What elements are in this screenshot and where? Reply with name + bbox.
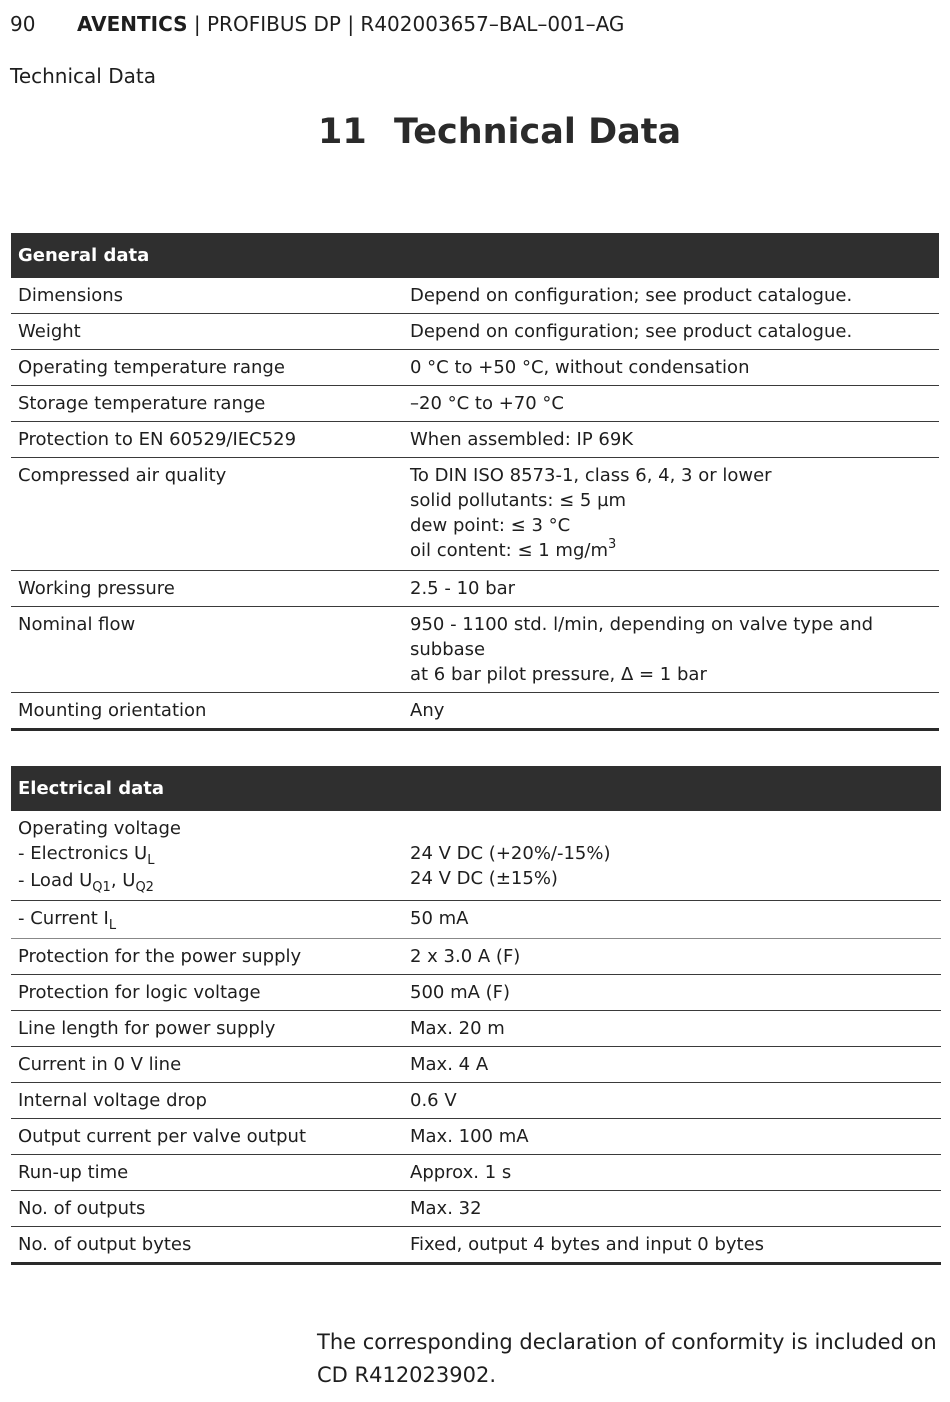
value-line: solid pollutants: ≤ 5 µm xyxy=(410,490,627,511)
subscript: Q2 xyxy=(135,880,154,895)
table-row xyxy=(11,1119,941,1155)
subscript: Q1 xyxy=(92,880,111,895)
value-line: 24 V DC (±15%) xyxy=(410,868,558,889)
chapter-title: Technical Data xyxy=(394,112,682,152)
row-key: Protection for logic voltage xyxy=(11,975,403,1011)
running-header xyxy=(10,12,624,36)
general-data-table xyxy=(11,233,939,731)
section-label: Technical Data xyxy=(10,64,156,88)
row-key xyxy=(11,811,403,901)
row-key: No. of output bytes xyxy=(11,1227,403,1264)
table-row xyxy=(11,386,939,422)
table-row xyxy=(11,422,939,458)
table-row xyxy=(11,901,941,939)
value-line: dew point: ≤ 3 °C xyxy=(410,515,571,536)
key-line: Operating voltage xyxy=(18,818,181,839)
row-value xyxy=(403,811,941,901)
row-value: 2 x 3.0 A (F) xyxy=(403,939,941,975)
row-value xyxy=(403,607,939,693)
general-data-heading: General data xyxy=(11,233,939,278)
row-key: Operating temperature range xyxy=(11,350,403,386)
row-key: Nominal flow xyxy=(11,607,403,693)
electrical-data-heading: Electrical data xyxy=(11,766,941,811)
row-key: Protection for the power supply xyxy=(11,939,403,975)
row-value: 0 °C to +50 °C, without condensation xyxy=(403,350,939,386)
row-key: - Current $I_L$ xyxy=(11,901,403,939)
row-key: Run-up time xyxy=(11,1155,403,1191)
value-line: at 6 bar pilot pressure, Δ = 1 bar xyxy=(410,664,707,685)
row-value: 500 mA (F) xyxy=(403,975,941,1011)
table-row xyxy=(11,1191,941,1227)
chapter-heading xyxy=(318,112,681,152)
superscript: 3 xyxy=(607,537,617,552)
value-text: oil content: ≤ 1 mg/m xyxy=(410,540,608,561)
row-value: When assembled: IP 69K xyxy=(403,422,939,458)
table-row xyxy=(11,350,939,386)
key-line: - Load $U_{Q1}$, $U_{Q2}$ xyxy=(18,870,154,895)
table-row xyxy=(11,571,939,607)
table-row xyxy=(11,1083,941,1119)
row-value: Max. 100 mA xyxy=(403,1119,941,1155)
row-value: Any xyxy=(403,693,939,730)
page-number: 90 xyxy=(10,12,36,36)
brand-name: AVENTICS xyxy=(77,12,188,36)
row-value: 0.6 V xyxy=(403,1083,941,1119)
conformity-note: The corresponding declaration of conformity is included on CD R412023902. xyxy=(317,1330,937,1387)
value-line: 24 V DC (+20%/-15%) xyxy=(410,843,611,864)
table-row xyxy=(11,607,939,693)
row-value: –20 °C to +70 °C xyxy=(403,386,939,422)
row-value: Approx. 1 s xyxy=(403,1155,941,1191)
row-key: Current in 0 V line xyxy=(11,1047,403,1083)
row-key: Weight xyxy=(11,314,403,350)
row-key: Line length for power supply xyxy=(11,1011,403,1047)
document-id: | PROFIBUS DP | R402003657–BAL–001–AG xyxy=(187,12,625,36)
chapter-number: 11 xyxy=(318,112,367,152)
table-row xyxy=(11,1155,941,1191)
key-line: - Electronics $U_L$ xyxy=(18,843,155,868)
row-key: Protection to EN 60529/IEC529 xyxy=(11,422,403,458)
row-key: Output current per valve output xyxy=(11,1119,403,1155)
row-key: Storage temperature range xyxy=(11,386,403,422)
table-row xyxy=(11,314,939,350)
row-value: Depend on configuration; see product catalogue. xyxy=(403,314,939,350)
row-value: Fixed, output 4 bytes and input 0 bytes xyxy=(403,1227,941,1264)
subscript: L xyxy=(108,918,117,933)
row-key: No. of outputs xyxy=(11,1191,403,1227)
row-key: Working pressure xyxy=(11,571,403,607)
electrical-data-table xyxy=(11,766,941,1265)
row-key: Internal voltage drop xyxy=(11,1083,403,1119)
value-line xyxy=(410,538,932,565)
table-row xyxy=(11,1011,941,1047)
row-value: Depend on configuration; see product catalogue. xyxy=(403,278,939,314)
table-row xyxy=(11,1047,941,1083)
row-value: Max. 32 xyxy=(403,1191,941,1227)
subscript: L xyxy=(147,853,155,868)
table-row xyxy=(11,939,941,975)
table-row xyxy=(11,693,939,730)
row-key: Dimensions xyxy=(11,278,403,314)
row-value: Max. 20 m xyxy=(403,1011,941,1047)
row-value: Max. 4 A xyxy=(403,1047,941,1083)
table-row xyxy=(11,975,941,1011)
table-row xyxy=(11,278,939,314)
value-line: To DIN ISO 8573-1, class 6, 4, 3 or lower xyxy=(410,465,772,486)
table-row xyxy=(11,811,941,901)
row-key: Compressed air quality xyxy=(11,458,403,571)
row-value: 2.5 - 10 bar xyxy=(403,571,939,607)
value-line: 950 - 1100 std. l/min, depending on valve type and subbase xyxy=(410,614,874,660)
table-row xyxy=(11,1227,941,1264)
row-value: 50 mA xyxy=(403,901,941,939)
row-value xyxy=(403,458,939,571)
row-key: Mounting orientation xyxy=(11,693,403,730)
table-row xyxy=(11,458,939,571)
